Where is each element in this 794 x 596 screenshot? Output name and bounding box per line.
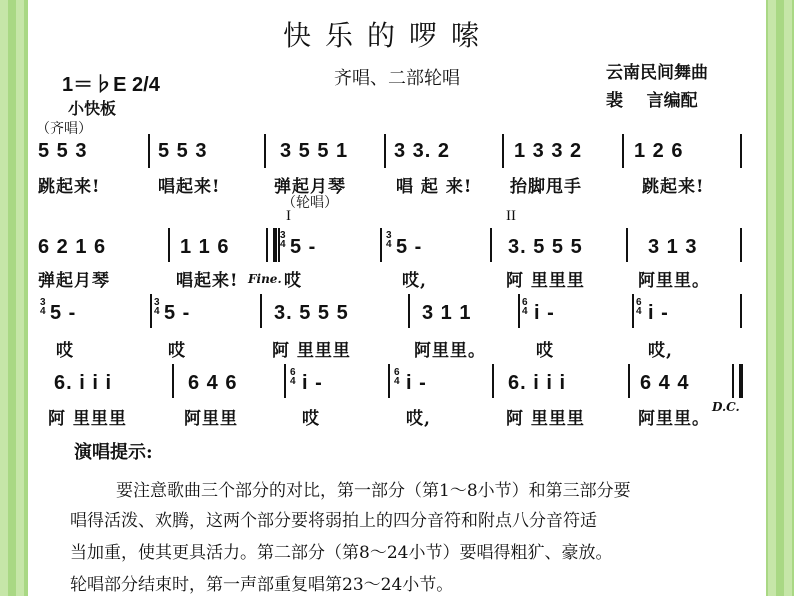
key-signature: 1＝♭E 2/4	[62, 74, 160, 96]
score-sheet	[28, 0, 766, 596]
barline	[622, 134, 624, 168]
measure-1-6: 1 2 6	[634, 140, 684, 162]
barline	[380, 228, 382, 262]
lyric-4-3: 哎	[302, 409, 320, 429]
time-signature: 6 4	[394, 367, 400, 387]
lyric-2-3: 哎	[284, 271, 302, 291]
lyric-4-1: 阿 里里里	[48, 409, 127, 429]
barline	[628, 364, 630, 398]
barline	[492, 364, 494, 398]
barline	[502, 134, 504, 168]
barline	[284, 364, 286, 398]
measure-3-4: 3 1 1	[422, 302, 472, 324]
barline	[260, 294, 262, 328]
lyric-2-2: 唱起来!	[176, 271, 239, 291]
measure-4-5: 6. i i i	[508, 372, 567, 394]
measure-1-3: 3 5 5 1	[280, 140, 349, 162]
barline	[740, 134, 742, 168]
lyric-1-2: 唱起来!	[158, 177, 221, 197]
barline	[388, 364, 390, 398]
round-label: （轮唱）	[282, 195, 338, 211]
barline	[264, 134, 266, 168]
barline	[278, 228, 280, 262]
measure-2-3: 5 -	[290, 236, 317, 258]
tips-line-2: 唱得活泼、欢腾，这两个部分要将弱拍上的四分音符和附点八分音符适	[70, 511, 597, 531]
lyric-2-6: 阿里里。	[638, 271, 710, 291]
lyric-1-5: 抬脚甩手	[510, 177, 582, 197]
measure-4-4: i -	[406, 372, 427, 394]
song-arranger: 裴 言编配	[606, 91, 698, 111]
measure-4-1: 6. i i i	[54, 372, 113, 394]
dc-marking: D.C.	[712, 400, 740, 414]
barline	[740, 294, 742, 328]
song-origin: 云南民间舞曲	[606, 63, 708, 83]
lyric-4-6: 阿里里。	[638, 409, 710, 429]
barline	[632, 294, 634, 328]
barline	[150, 294, 152, 328]
tips-heading: 演唱提示:	[74, 442, 153, 463]
final-double-barline	[732, 364, 743, 398]
time-signature: 6 4	[522, 297, 528, 317]
lyric-3-6: 哎,	[648, 341, 673, 361]
measure-2-1: 6 2 1 6	[38, 236, 107, 258]
barline	[408, 294, 410, 328]
measure-2-4: 5 -	[396, 236, 423, 258]
time-signature: 3 4	[40, 297, 46, 317]
lyric-4-4: 哎,	[406, 409, 431, 429]
measure-1-1: 5 5 3	[38, 140, 88, 162]
time-signature: 6 4	[636, 297, 642, 317]
lyric-1-6: 跳起来!	[642, 177, 705, 197]
barline	[172, 364, 174, 398]
time-signature: 3 4	[280, 230, 286, 250]
lyric-3-3: 阿 里里里	[272, 341, 351, 361]
time-signature: 3 4	[154, 297, 160, 317]
tempo-marking: 小快板	[68, 99, 117, 118]
lyric-3-4: 阿里里。	[414, 341, 486, 361]
measure-4-6: 6 4 4	[640, 372, 690, 394]
measure-3-2: 5 -	[164, 302, 191, 324]
lyric-1-4: 唱 起 来!	[396, 177, 473, 197]
fine-double-barline	[266, 228, 277, 262]
measure-3-3: 3. 5 5 5	[274, 302, 349, 324]
lyric-2-4: 哎,	[402, 271, 427, 291]
measure-2-6: 3 1 3	[648, 236, 698, 258]
tips-line-4: 轮唱部分结束时，第一声部重复唱第23～24小节。	[70, 575, 454, 595]
time-signature: 6 4	[290, 367, 296, 387]
lyric-2-5: 阿 里里里	[506, 271, 585, 291]
barline	[384, 134, 386, 168]
measure-3-6: i -	[648, 302, 669, 324]
song-title: 快乐的啰嗦	[283, 19, 494, 52]
song-subtitle: 齐唱、二部轮唱	[334, 68, 460, 89]
measure-4-3: i -	[302, 372, 323, 394]
lyric-3-2: 哎	[168, 341, 186, 361]
lyric-3-5: 哎	[536, 341, 554, 361]
barline	[148, 134, 150, 168]
lyric-1-3: 弹起月琴	[274, 177, 346, 197]
measure-2-5: 3. 5 5 5	[508, 236, 583, 258]
measure-2-2: 1 1 6	[180, 236, 230, 258]
lyric-4-5: 阿 里里里	[506, 409, 585, 429]
lyric-3-1: 哎	[56, 341, 74, 361]
measure-1-5: 1 3 3 2	[514, 140, 583, 162]
lyric-4-2: 阿里里	[184, 409, 238, 429]
measure-3-1: 5 -	[50, 302, 77, 324]
unison-label: （齐唱）	[36, 121, 92, 137]
measure-4-2: 6 4 6	[188, 372, 238, 394]
barline	[168, 228, 170, 262]
lyric-1-1: 跳起来!	[38, 177, 101, 197]
fine-marking: Fine.	[248, 272, 282, 286]
tips-line-3: 当加重，使其更具活力。第二部分（第8～24小节）要唱得粗犷、豪放。	[70, 543, 613, 563]
barline	[626, 228, 628, 262]
part-two-marker: II	[506, 208, 516, 224]
tips-line-1: 要注意歌曲三个部分的对比，第一部分（第1～8小节）和第三部分要	[116, 481, 631, 501]
part-one-marker: I	[286, 208, 291, 224]
barline	[740, 228, 742, 262]
lyric-2-1: 弹起月琴	[38, 271, 110, 291]
measure-1-4: 3 3. 2	[394, 140, 451, 162]
time-signature: 3 4	[386, 230, 392, 250]
barline	[490, 228, 492, 262]
barline	[518, 294, 520, 328]
measure-3-5: i -	[534, 302, 555, 324]
measure-1-2: 5 5 3	[158, 140, 208, 162]
